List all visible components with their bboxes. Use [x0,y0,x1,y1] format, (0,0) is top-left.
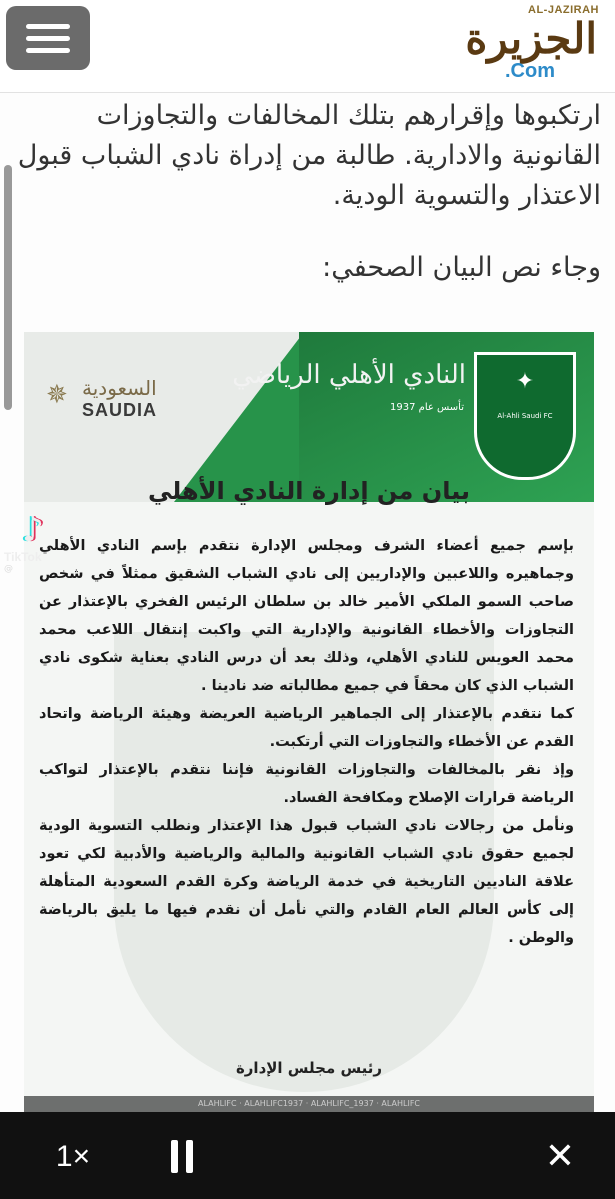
tiktok-icon: ♪ [22,510,44,550]
crest-text: Al-Ahli Saudi FC [497,412,553,420]
article-paragraph: ارتكبوها وإقرارهم بتلك المخالفات والتجاوزات القانونية والادارية. طالبة من إدراة نادي الشباب قبول الاعتذار والتسوية الودية. [17,100,601,211]
statement-social-footer: ALAHLIFC · ALAHLIFC1937 · ALAHLIFC_1937 · ALAHLIFC [24,1096,594,1112]
statement-image [24,332,594,1112]
pause-icon [186,1140,193,1173]
close-button[interactable]: ✕ [544,1136,576,1177]
saudia-english-text: SAUDIA [82,400,158,420]
site-header [0,0,615,93]
player-controls [0,1112,615,1199]
menu-bar-icon [26,36,70,41]
statement-paragraph: بإسم جميع أعضاء الشرف ومجلس الإدارة نتقدم بإسم النادي الأهلي وجماهيره واللاعبين والإداريين إلى نادي الشباب الشقيق ممثلاً في شخص صاحب السمو الملكي الأمير خالد بن سلطان الرئيس الفخري بالإعتذار عن التجاوزات والأخطاء القانونية والإدارية التي واكبت إنتقال اللاعب محمد محمد العويس للنادي الأهلي، وذلك بعد أن درس النادي بعناية شكوى نادي الشباب الذي كان محقاً في جميع مطالباته ضد نادينا . [39,538,574,694]
statement-signature: رئيس مجلس الإدارة [235,1059,383,1077]
statement-paragraph: وإذ نقر بالمخالفات والتجاوزات القانونية فإننا نتقدم بالإعتذار لتواكب الرياضة قرارات الإصلاح ومكافحة الفساد. [39,762,574,806]
pause-icon [171,1140,178,1173]
pause-button[interactable] [157,1132,207,1182]
saudia-emblem-icon: ✵ [46,380,68,410]
tiktok-label: TikTok [4,550,42,564]
tiktok-watermark [4,510,76,600]
site-logo[interactable] [411,2,607,88]
article-text [16,96,601,288]
hamburger-menu-button[interactable] [6,6,90,70]
statement-body [39,532,574,952]
tiktok-username: @ [4,564,13,574]
menu-bar-icon [26,48,70,53]
scrollbar-thumb[interactable] [4,165,12,410]
saudia-arabic-text: السعودية [82,376,157,400]
club-established: تأسس عام 1937 [390,402,464,413]
club-crest-icon [474,352,576,480]
saudia-sponsor-logo [46,376,157,421]
logo-latin-text: AL-JAZIRAH [528,4,599,16]
logo-arabic-text: الجزيرة [465,14,597,63]
statement-paragraph: ونأمل من رجالات نادي الشباب قبول هذا الإعتذار ونطلب التسوية الودية لجميع حقوق نادي الشباب القانونية والمالية والرياضية والأدبية لكي تعود علاقة الناديين التاريخية في خدمة الرياضة وكرة القدم السعودية المتأهلة إلى كأس العالم العام القادم والتي نأمل أن نقدم فيها ما يليق بالرياضة والوطن . [39,818,574,946]
palm-swords-icon: ✦ [515,369,535,394]
playback-speed-button[interactable]: 1× [55,1140,91,1173]
statement-title: بيان من إدارة النادي الأهلي [147,477,471,505]
club-name: النادي الأهلي الرياضي [232,360,466,390]
logo-com-text: .Com [505,60,555,82]
statement-paragraph: كما نتقدم بالإعتذار إلى الجماهير الرياضية العريضة وهيئة الرياضة واتحاد القدم عن الأخطاء والتجاوزات التي أرتكبت. [39,706,574,750]
article-paragraph: وجاء نص البيان الصحفي: [322,252,601,283]
menu-bar-icon [26,24,70,29]
